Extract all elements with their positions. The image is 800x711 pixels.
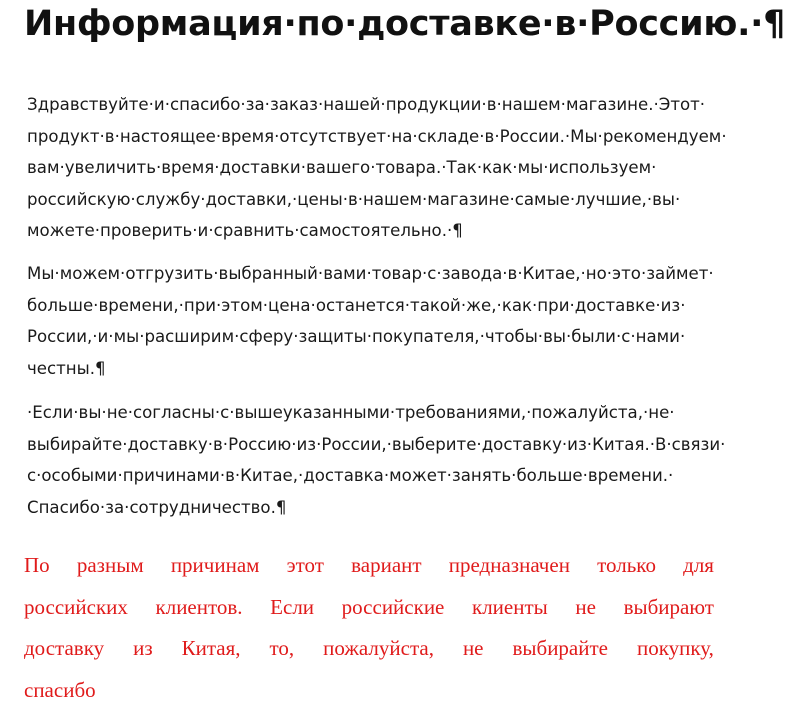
notice-word: разным xyxy=(77,545,144,587)
paragraph-line: с·особыми·причинами·в·Китае,·доставка·может·занять·больше·времени.· xyxy=(27,460,767,492)
notice-word: не xyxy=(575,587,596,629)
red-notice xyxy=(24,545,714,711)
notice-word: не xyxy=(463,628,484,670)
paragraph-line: российскую·службу·доставки,·цены·в·нашем·магазине·самые·лучшие,·вы· xyxy=(27,184,767,216)
paragraph-greeting xyxy=(27,89,767,247)
notice-word: клиентов. xyxy=(156,587,243,629)
paragraph-line: ·Если·вы·не·согласны·с·вышеуказанными·требованиями,·пожалуйста,·не· xyxy=(27,397,767,429)
notice-word: клиенты xyxy=(472,587,548,629)
notice-word: то, xyxy=(270,628,295,670)
paragraph-line: честны.¶ xyxy=(27,353,767,385)
notice-word: Если xyxy=(270,587,314,629)
notice-word: вариант xyxy=(351,545,421,587)
paragraph-line: вам·увеличить·время·доставки·вашего·товара.·Так·как·мы·используем· xyxy=(27,152,767,184)
paragraph-line: России,·и·мы·расширим·сферу·защиты·покупателя,·чтобы·вы·были·с·нами· xyxy=(27,321,767,353)
notice-word: из xyxy=(133,628,153,670)
paragraph-line: Спасибо·за·сотрудничество.¶ xyxy=(27,492,767,524)
paragraph-line: больше·времени,·при·этом·цена·останется·такой·же,·как·при·доставке·из· xyxy=(27,290,767,322)
notice-word: причинам xyxy=(171,545,260,587)
notice-line xyxy=(24,545,714,587)
paragraph-shipping-from-china xyxy=(27,258,767,384)
paragraph-line: выбирайте·доставку·в·Россию·из·России,·выберите·доставку·из·Китая.·В·связи· xyxy=(27,429,767,461)
notice-word: выбирайте xyxy=(512,628,608,670)
notice-word: Китая, xyxy=(182,628,241,670)
notice-word: выбирают xyxy=(624,587,714,629)
notice-word: доставку xyxy=(24,628,104,670)
paragraph-disagreement xyxy=(27,397,767,523)
paragraph-line: Здравствуйте·и·спасибо·за·заказ·нашей·продукции·в·нашем·магазине.·Этот· xyxy=(27,89,767,121)
document-title: Информация·по·доставке·в·Россию.·¶ xyxy=(24,2,785,46)
notice-line: спасибо xyxy=(24,670,714,711)
notice-word: российские xyxy=(342,587,445,629)
notice-word: пожалуйста, xyxy=(323,628,434,670)
notice-word: для xyxy=(683,545,714,587)
notice-word: только xyxy=(597,545,656,587)
paragraph-line: можете·проверить·и·сравнить·самостоятельно.·¶ xyxy=(27,215,767,247)
notice-line xyxy=(24,587,714,629)
notice-line xyxy=(24,628,714,670)
paragraph-line: Мы·можем·отгрузить·выбранный·вами·товар·с·завода·в·Китае,·но·это·займет· xyxy=(27,258,767,290)
notice-word: покупку, xyxy=(637,628,714,670)
notice-word: предназначен xyxy=(449,545,570,587)
notice-word: По xyxy=(24,545,50,587)
paragraph-line: продукт·в·настоящее·время·отсутствует·на·складе·в·России.·Мы·рекомендуем· xyxy=(27,121,767,153)
notice-word: российских xyxy=(24,587,128,629)
notice-word: этот xyxy=(287,545,324,587)
